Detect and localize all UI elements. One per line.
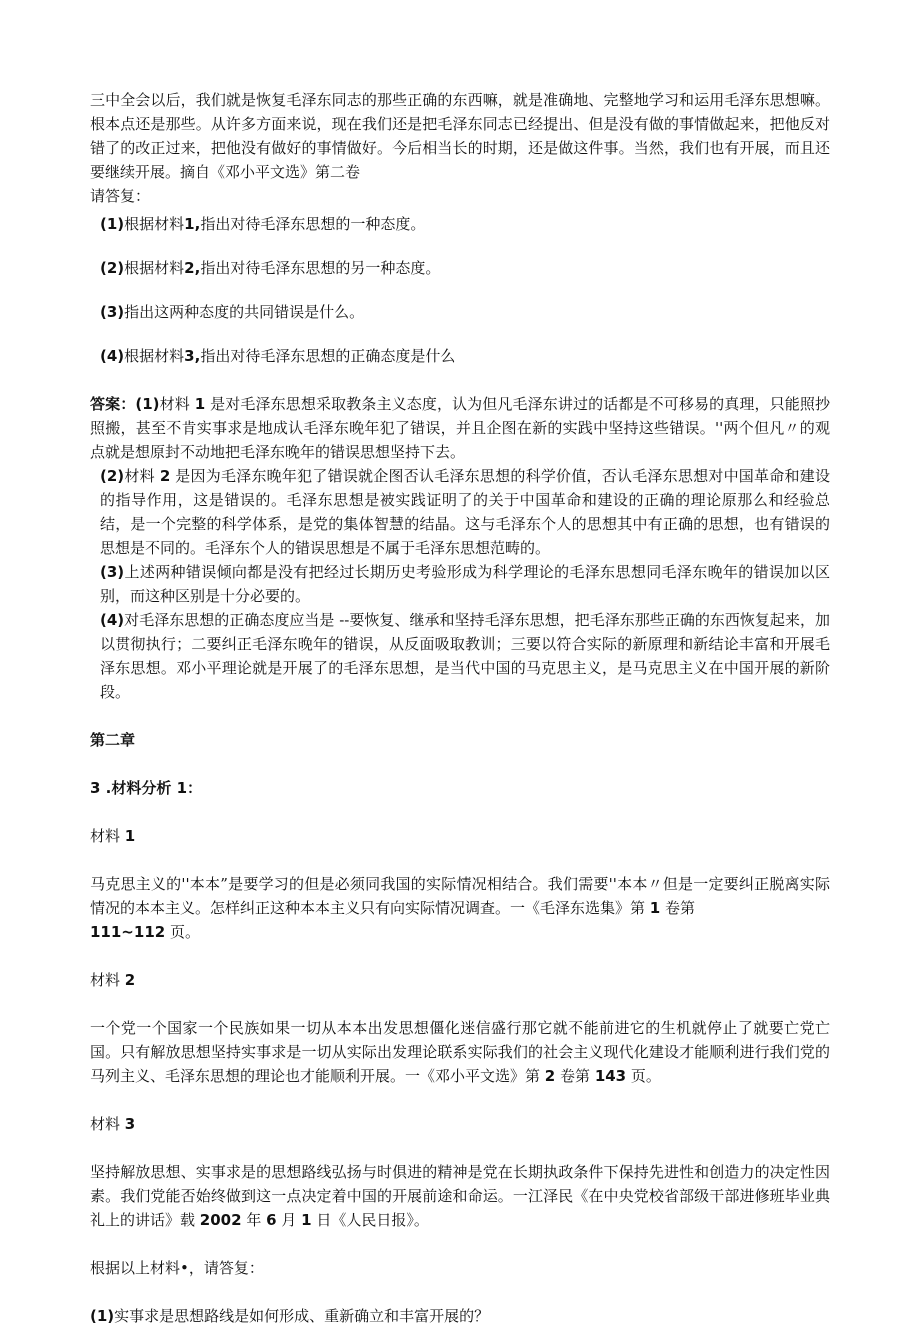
answer-1: 答案：(1)材料 1 是对毛泽东思想采取教条主义态度，认为但凡毛泽东讲过的话都是不可移易的真理，只能照抄照搬，甚至不肯实事求是地成认毛泽东晚年犯了错误，并且企图在新的实践中坚持这些错误。''两个但凡〃的观点就是想原封不动地把毛泽东晚年的错误思想坚持下去。 bbox=[90, 395, 830, 461]
answer-2: (2)材料 2 是因为毛泽东晚年犯了错误就企图否认毛泽东思想的科学价值，否认毛泽东思想对中国革命和建设的指导作用，这是错误的。毛泽东思想是被实践证明了的关于中国革命和建设的正确的理论原那么和经验总结，是一个完整的科学体系，是党的集体智慧的结晶。这与毛泽东个人的思想其中有正确的思想，也有错误的思想是不同的。毛泽东个人的错误思想是不属于毛泽东思想范畴的。 bbox=[100, 467, 830, 557]
answer-section bbox=[90, 392, 830, 704]
answer-prompt: 请答复： bbox=[90, 187, 151, 205]
question-number: (2) bbox=[100, 259, 125, 277]
question-2: (2)根据材料2,指出对待毛泽东思想的另一种态度。 bbox=[100, 259, 441, 277]
section-heading: 3 .材料分析 1： bbox=[90, 779, 203, 797]
material-1-label: 材料 1 bbox=[90, 827, 136, 845]
question-number: (4) bbox=[100, 347, 125, 365]
answer-4: (4)对毛泽东思想的正确态度应当是 --要恢复、继承和坚持毛泽东思想，把毛泽东那些正确的东西恢复起来，加以贯彻执行；二要纠正毛泽东晚年的错误，从反面吸取教训；三要以符合实际的新原理和新结论丰富和开展毛泽东思想。邓小平理论就是开展了的毛泽东思想，是当代中国的马克思主义，是马克思主义在中国开展的新阶段。 bbox=[100, 611, 830, 701]
closing-prompt: 根据以上材料•，请答复： bbox=[90, 1259, 264, 1277]
material-2-text: 一个党一个国家一个民族如果一切从本本出发思想僵化迷信盛行那它就不能前进它的生机就停止了就要亡党亡国。只有解放思想坚持实事求是一切从实际出发理论联系实际我们的社会主义现代化建设才能顺利进行我们党的马列主义、毛泽东思想的理论也才能顺利开展。一《邓小平文选》第 2 卷第 143 页。 bbox=[90, 1019, 830, 1085]
question-number: (3) bbox=[100, 303, 125, 321]
material-1-text: 马克思主义的''本本”是要学习的但是必须同我国的实际情况相结合。我们需要''本本〃但是一定要纠正脱离实际情况的本本主义。怎样纠正这种本本主义只有向实际情况调查。一《毛泽东选集》第 1 卷第 111~112 页。 bbox=[90, 875, 830, 941]
document-body bbox=[90, 88, 830, 1328]
intro-paragraph: 三中全会以后，我们就是恢复毛泽东同志的那些正确的东西嘛，就是准确地、完整地学习和运用毛泽东思想嘛。根本点还是那些。从许多方面来说，现在我们还是把毛泽东同志已经提出、但是没有做的事情做起来，把他反对错了的改正过来，把他没有做好的事情做好。今后相当长的时期，还是做这件事。当然，我们也有开展，而且还要继续开展。摘自《邓小平文选》第二卷 bbox=[90, 91, 830, 181]
chapter-heading: 第二章 bbox=[90, 731, 136, 749]
material-3-text: 坚持解放思想、实事求是的思想路线弘扬与时俱进的精神是党在长期执政条件下保持先进性和创造力的决定性因素。我们党能否始终做到这一点决定着中国的开展前途和命运。一江泽民《在中央党校省部级干部进修班毕业典礼上的讲话》载 2002 年 6 月 1 日《人民日报》。 bbox=[90, 1163, 830, 1229]
question-1: (1)根据材料1,指出对待毛泽东思想的一种态度。 bbox=[100, 215, 426, 233]
answer-label: 答案： bbox=[90, 395, 136, 413]
question-number: (1) bbox=[100, 215, 125, 233]
question-3: (3)指出这两种态度的共同错误是什么。 bbox=[100, 303, 365, 321]
material-3-label: 材料 3 bbox=[90, 1115, 136, 1133]
answer-3: (3)上述两种错误倾向都是没有把经过长期历史考验形成为科学理论的毛泽东思想同毛泽东晚年的错误加以区别，而这种区别是十分必要的。 bbox=[100, 563, 830, 605]
final-question: (1)实事求是思想路线是如何形成、重新确立和丰富开展的？ bbox=[90, 1307, 490, 1325]
material-2-label: 材料 2 bbox=[90, 971, 136, 989]
question-4: (4)根据材料3,指出对待毛泽东思想的正确态度是什么 bbox=[100, 347, 456, 365]
